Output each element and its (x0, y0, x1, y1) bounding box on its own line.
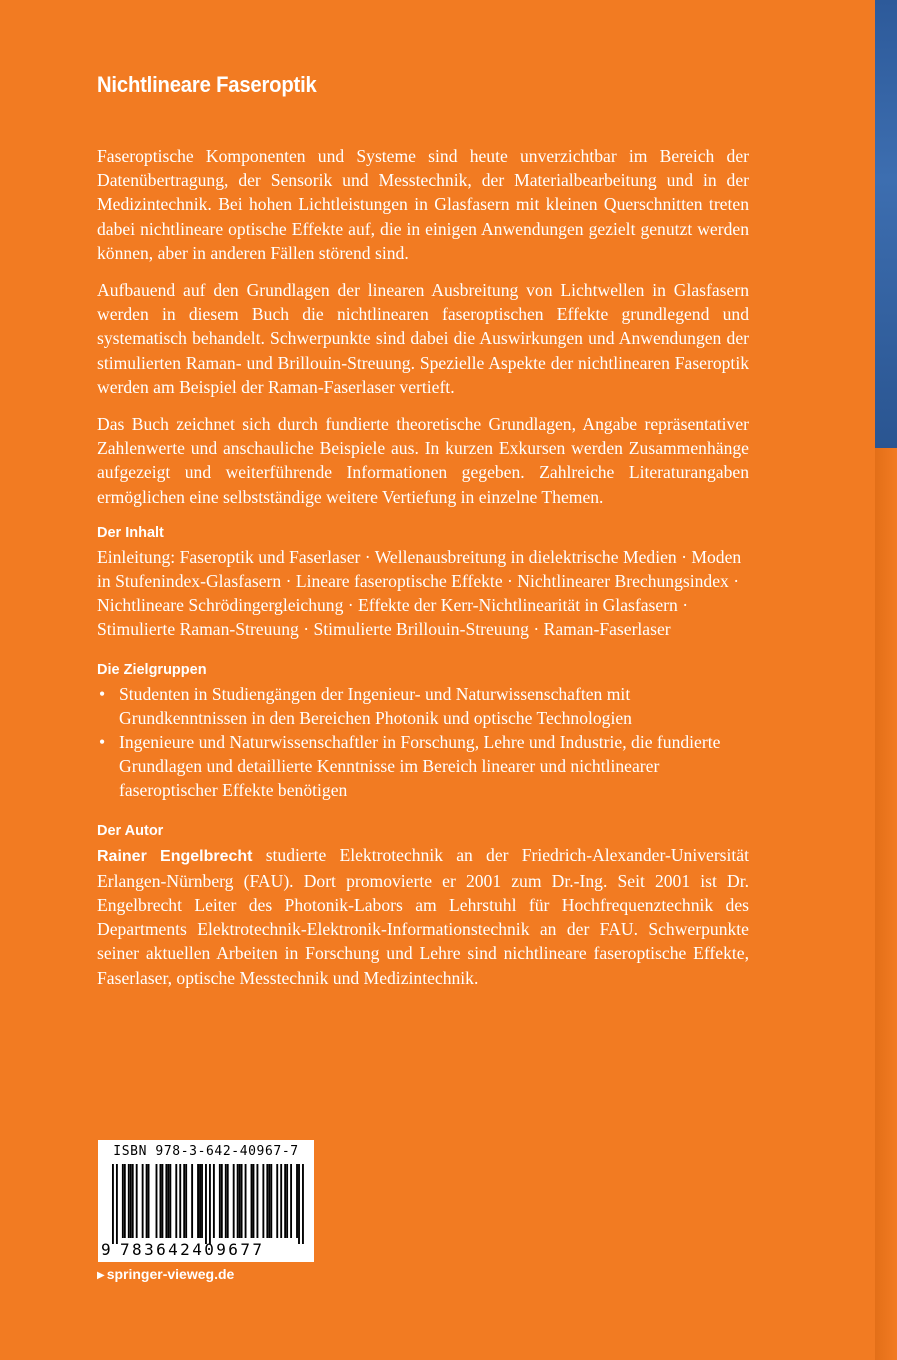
barcode-bar (161, 1164, 163, 1238)
barcode-bar (116, 1164, 118, 1244)
bullet-icon: • (99, 732, 106, 753)
description-paragraph-2: Aufbauend auf den Grundlagen der linearen Ausbreitung von Lichtwellen in Glasfasern werden in diesem Buch die nichtlinearen faseroptischen Effekte grundlegend und systematisch behandelt. Schwerpunkte sind dabei die Auswirkungen und Anwendungen der stimulierten Raman- und Brillouin-Streuung. Spezielle Aspekte der nichtlinearen Faseroptik werden am Beispiel der Raman-Faserlaser vertieft. (97, 280, 749, 397)
barcode-bar (197, 1164, 199, 1238)
barcode-bar (146, 1164, 148, 1238)
barcode-bar (225, 1164, 227, 1238)
author-bio: studierte Elektrotechnik an der Friedrich-Alexander-Universität Erlangen-Nürnberg (FAU). Dort promovierte er 2001 zum Dr.-Ing. Seit 2001 ist Dr. Engelbrecht Leiter des Photonik-Labors am Lehrstuhl für Hochfrequenztechnik des Departments Elektrotechnik-Elektronik-Informationstechnik an der FAU. Schwerpunkte seiner aktuellen Arbeiten in Forschung und Lehre sind nichtlineare faseroptische Effekte, Faserlaser, optische Messtechnik und Medizintechnik. (97, 844, 749, 988)
barcode-bar (199, 1164, 201, 1238)
bullet-icon: • (99, 683, 106, 704)
barcode-bar (124, 1164, 126, 1238)
barcode-bar (280, 1164, 282, 1238)
barcode-bar (219, 1164, 221, 1238)
barcode-bar (298, 1164, 300, 1244)
barcode-bar (167, 1164, 169, 1238)
barcode-bar (201, 1164, 203, 1238)
isbn-number: ISBN 978-3-642-40967-7 (113, 1144, 299, 1159)
barcode-bar (270, 1164, 272, 1238)
barcode-bar (148, 1164, 150, 1238)
spine-blue-accent (875, 0, 897, 448)
barcode-bar (276, 1164, 278, 1238)
zielgruppen-list (97, 682, 749, 803)
autor-paragraph (97, 843, 749, 990)
barcode-bar (128, 1164, 130, 1238)
list-item (97, 730, 749, 803)
barcode-bar (205, 1164, 207, 1244)
description-paragraph-3: Das Buch zeichnet sich durch fundierte theoretische Grundlagen, Angabe repräsentativer Zahlenwerte und anschauliche Beispiele aus. In kurzen Exkursen werden Zusammenhänge aufgezeigt und weiterführende Informationen gegeben. Zahlreiche Literaturangaben ermöglichen eine selbstständige weitere Vertiefung in einzelne Themen. (97, 414, 749, 507)
inhalt-text: Einleitung: Faseroptik und Faserlaser · Wellenausbreitung in dielektrische Medien · Moden in Stufenindex-Glasfasern · Lineare faseroptische Effekte · Nichtlinearer Brechungsindex · Nichtlineare Schrödingergleichung · Effekte der Kerr-Nichtlinearität in Glasfasern · Stimulierte Raman-Streuung · Stimulierte Brillouin-Streuung · Raman-Faserlaser (97, 546, 742, 640)
barcode-bar (209, 1164, 211, 1244)
barcode-bar (302, 1164, 304, 1244)
barcode-bar (191, 1164, 193, 1238)
barcode-bar (245, 1164, 247, 1238)
barcode-bar (122, 1164, 124, 1238)
back-cover-text (97, 144, 749, 990)
isbn-barcode (98, 1140, 314, 1262)
barcode-bar (290, 1164, 292, 1238)
barcode-bar (112, 1164, 114, 1244)
publisher-website[interactable] (97, 1266, 234, 1282)
barcode-bar (142, 1164, 144, 1238)
barcode-bar (185, 1164, 187, 1238)
barcode-bar (130, 1164, 132, 1238)
barcode-bar (268, 1164, 270, 1238)
barcode-bar (256, 1164, 258, 1238)
barcode-bar (266, 1164, 268, 1238)
barcode-bar (221, 1164, 223, 1238)
barcode-bar (183, 1164, 185, 1238)
autor-heading: Der Autor (97, 822, 164, 839)
ean-digits: 783642409677 (120, 1240, 265, 1259)
barcode-bar (237, 1164, 239, 1238)
barcode-bar (251, 1164, 253, 1238)
website-url: springer-vieweg.de (106, 1266, 235, 1282)
ean-first-digit: 9 (101, 1240, 114, 1259)
barcode-bars (112, 1164, 304, 1244)
barcode-bar (241, 1164, 243, 1238)
inhalt-heading: Der Inhalt (97, 524, 164, 541)
zielgruppe-text: Ingenieure und Naturwissenschaftler in Forschung, Lehre und Industrie, die fundierte Grundlagen und detaillierte Kenntnisse im Bereich linearer und nichtlinearer faseroptischer Effekte benötigen (119, 732, 721, 801)
barcode-bar (156, 1164, 158, 1238)
barcode-bar (132, 1164, 134, 1238)
barcode-bar (213, 1164, 215, 1238)
barcode-bar (227, 1164, 229, 1238)
book-title: Nichtlineare Faseroptik (97, 72, 317, 97)
list-item (97, 682, 749, 730)
barcode-bar (136, 1164, 138, 1238)
barcode-bar (165, 1164, 167, 1238)
barcode-bar (262, 1164, 264, 1238)
author-name: Rainer Engelbrecht (97, 847, 253, 865)
play-arrow-icon: ▶ (97, 1270, 105, 1281)
barcode-bar (253, 1164, 255, 1238)
barcode-bar (284, 1164, 286, 1238)
barcode-bar (296, 1164, 298, 1238)
barcode-bar (233, 1164, 235, 1238)
barcode-bar (286, 1164, 288, 1238)
zielgruppen-heading: Die Zielgruppen (97, 661, 207, 678)
barcode-bar (169, 1164, 171, 1238)
zielgruppe-text: Studenten in Studiengängen der Ingenieur- und Naturwissenschaften mit Grundkenntnissen in den Bereichen Photonik und optische Technologien (119, 683, 632, 728)
description-paragraph-1: Faseroptische Komponenten und Systeme sind heute unverzichtbar im Bereich der Datenübertragung, der Sensorik und Messtechnik, der Materialbearbeitung und in der Medizintechnik. Bei hohen Lichtleistungen in Glasfasern mit kleinen Querschnitten treten dabei nichtlineare optische Effekte auf, die in einigen Anwendungen gezielt genutzt werden können, aber in anderen Fällen störend sind. (97, 146, 749, 263)
barcode-bar (239, 1164, 241, 1238)
barcode-bar (175, 1164, 177, 1238)
barcode-bar (179, 1164, 181, 1238)
barcode-bar (160, 1164, 162, 1238)
